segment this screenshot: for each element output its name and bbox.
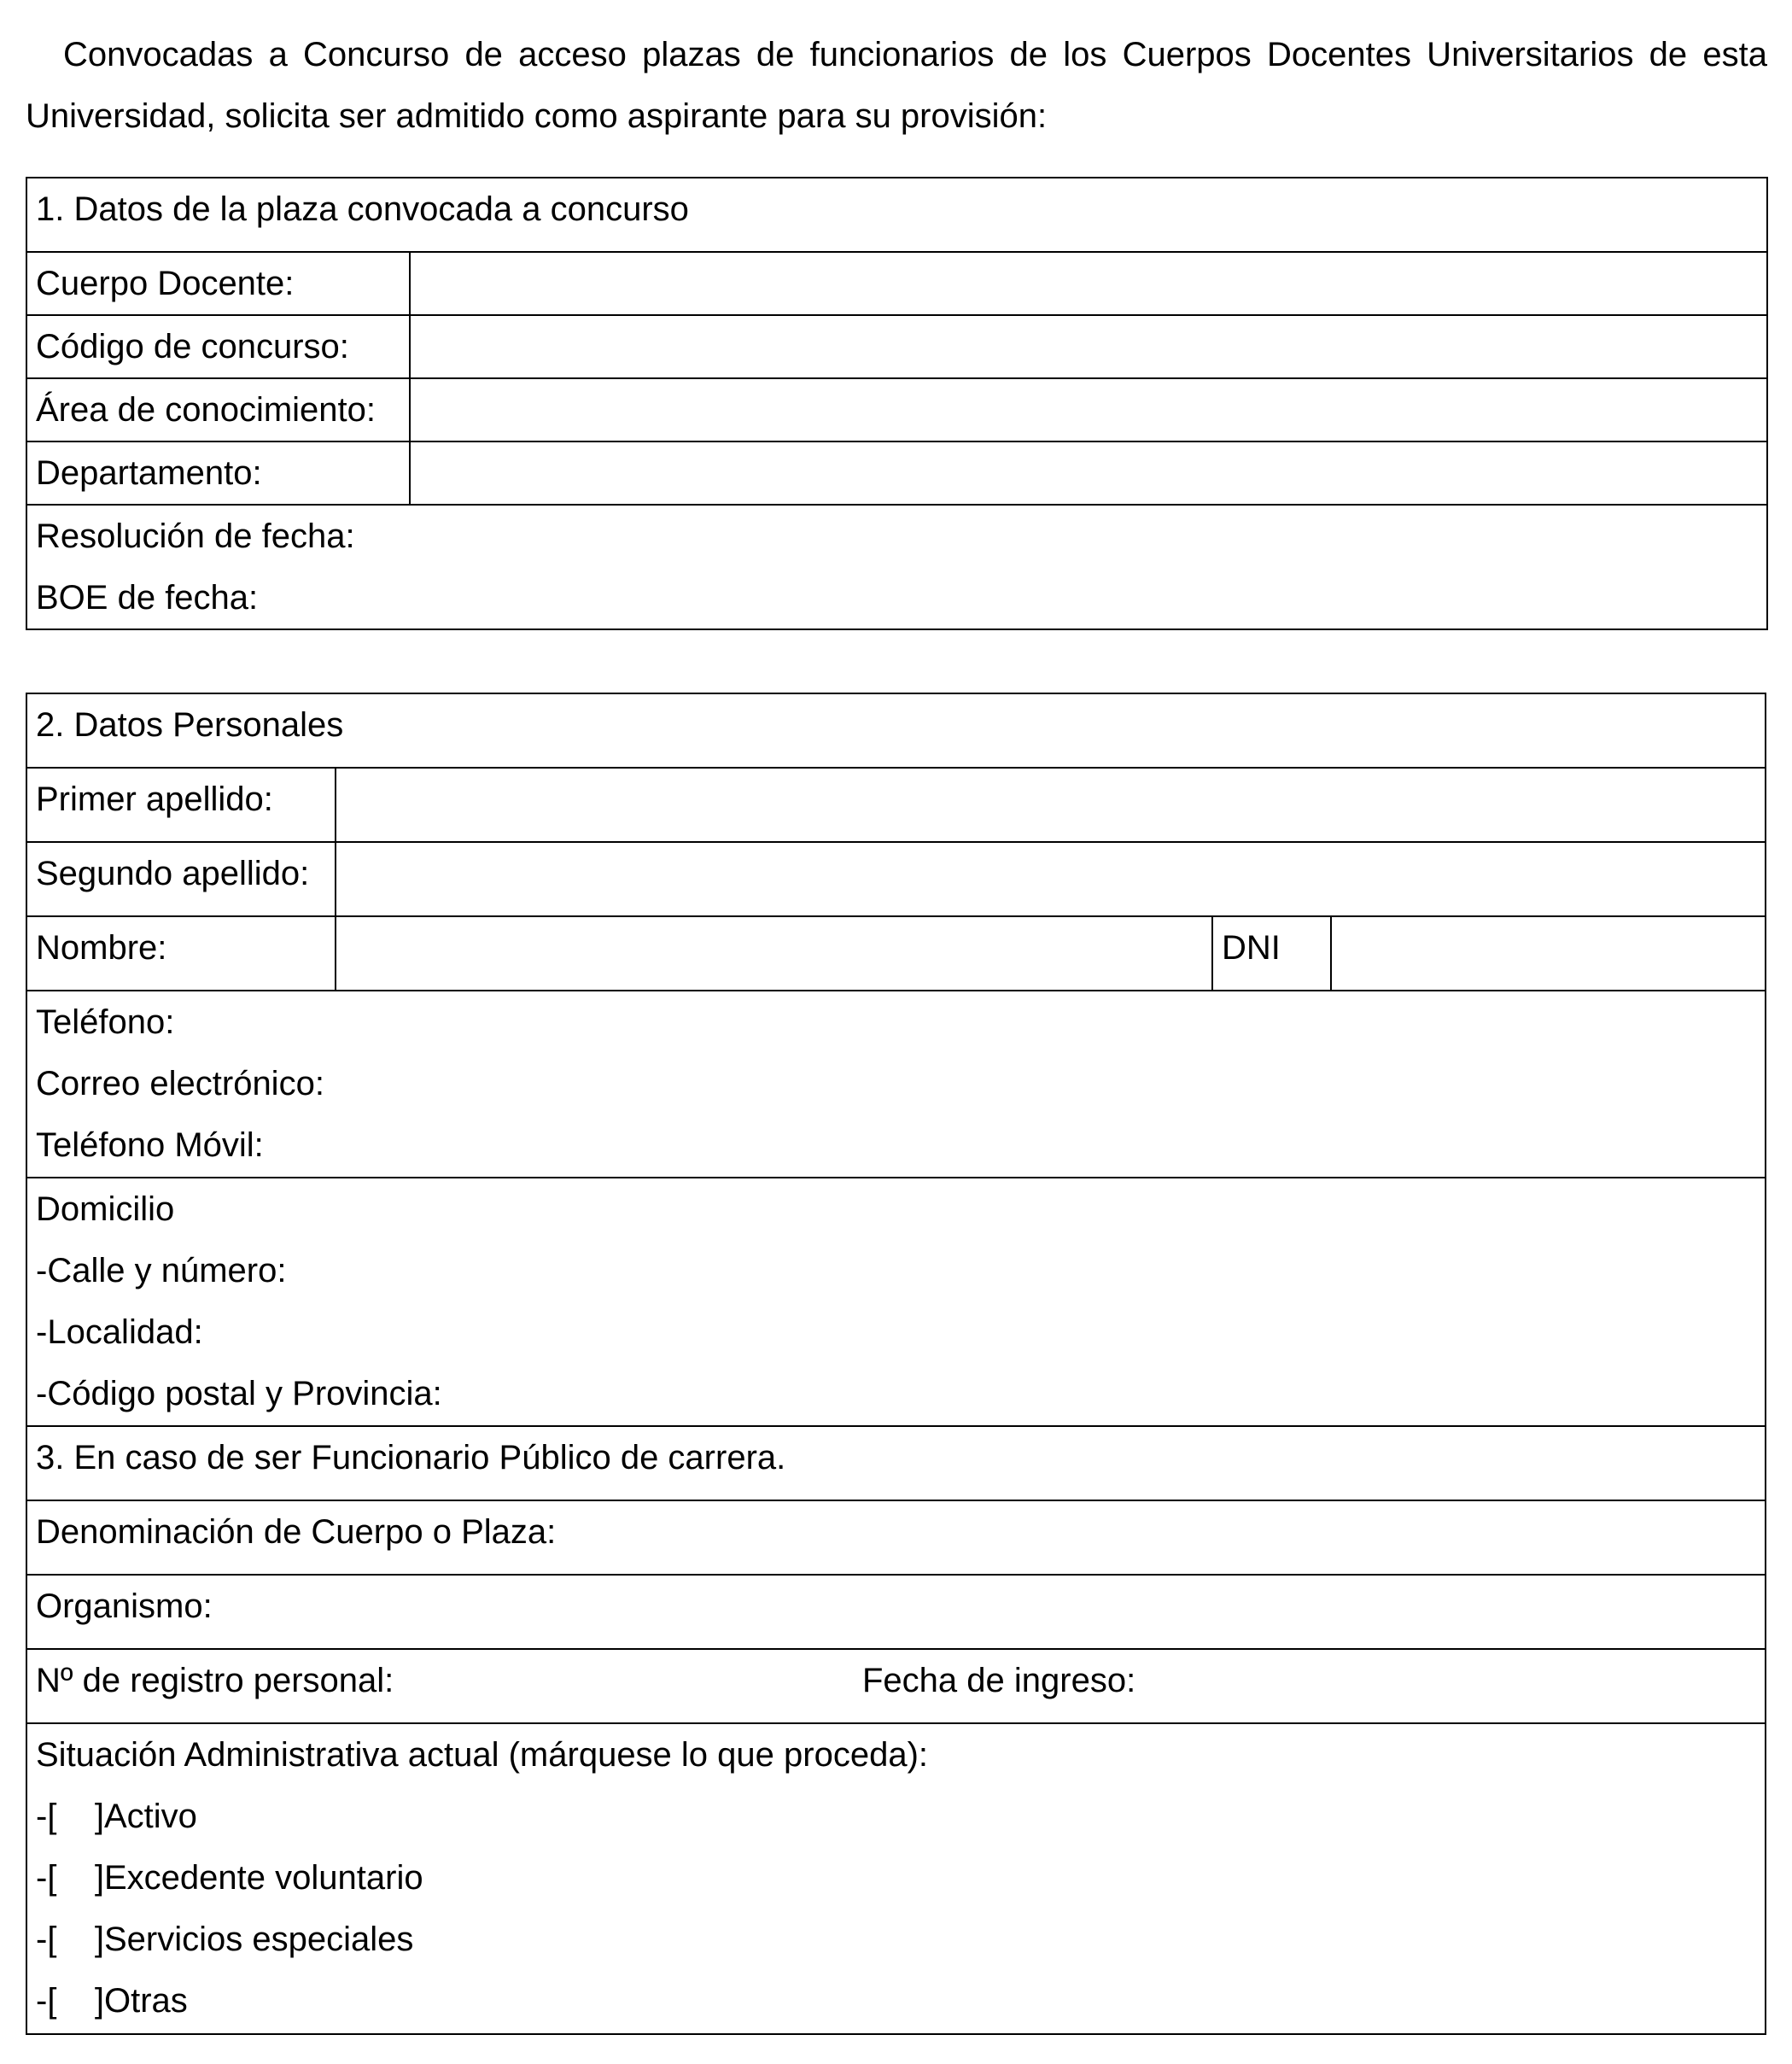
codigo-concurso-label: Código de concurso: bbox=[26, 315, 410, 378]
checkbox-bracket[interactable]: -[ ] bbox=[36, 1798, 104, 1835]
situacion-title: Situación Administrativa actual (márquese lo que proceda): bbox=[36, 1736, 928, 1774]
section3-title: 3. En caso de ser Funcionario Público de carrera. bbox=[26, 1426, 1766, 1500]
domicilio-heading: Domicilio bbox=[36, 1190, 175, 1228]
checkbox-bracket[interactable]: -[ ] bbox=[36, 1982, 104, 2020]
dni-label: DNI bbox=[1212, 916, 1331, 991]
telefono-label: Teléfono: bbox=[36, 1003, 175, 1041]
option-otras[interactable] bbox=[36, 1970, 1756, 2032]
option-label: Otras bbox=[104, 1982, 188, 2020]
option-label: Activo bbox=[104, 1798, 197, 1835]
checkbox-bracket[interactable]: -[ ] bbox=[36, 1921, 104, 1958]
telefono-movil-label: Teléfono Móvil: bbox=[36, 1126, 264, 1164]
organismo-cell[interactable]: Organismo: bbox=[26, 1575, 1766, 1649]
contact-cell[interactable] bbox=[26, 991, 1766, 1178]
nombre-field[interactable] bbox=[336, 916, 1212, 991]
correo-electronico-label: Correo electrónico: bbox=[36, 1065, 324, 1102]
primer-apellido-label: Primer apellido: bbox=[26, 768, 336, 842]
option-excedente-voluntario[interactable] bbox=[36, 1847, 1756, 1909]
resolucion-fecha-label: Resolución de fecha: bbox=[36, 517, 355, 555]
option-label: Excedente voluntario bbox=[104, 1859, 423, 1897]
primer-apellido-field[interactable] bbox=[336, 768, 1766, 842]
departamento-label: Departamento: bbox=[26, 441, 410, 505]
personal-data-table bbox=[26, 693, 1766, 2035]
calle-numero-label: -Calle y número: bbox=[36, 1252, 287, 1289]
area-conocimiento-field[interactable] bbox=[410, 378, 1767, 441]
area-conocimiento-label: Área de conocimiento: bbox=[26, 378, 410, 441]
fechas-cell[interactable] bbox=[26, 505, 1767, 629]
section1-title: 1. Datos de la plaza convocada a concurso bbox=[26, 178, 1767, 252]
dni-field[interactable] bbox=[1331, 916, 1766, 991]
section2-title: 2. Datos Personales bbox=[26, 693, 1766, 768]
cuerpo-docente-field[interactable] bbox=[410, 252, 1767, 315]
option-servicios-especiales[interactable] bbox=[36, 1909, 1756, 1970]
codigo-concurso-field[interactable] bbox=[410, 315, 1767, 378]
localidad-label: -Localidad: bbox=[36, 1313, 203, 1351]
nombre-label: Nombre: bbox=[26, 916, 336, 991]
boe-fecha-label: BOE de fecha: bbox=[36, 579, 259, 617]
option-activo[interactable] bbox=[36, 1786, 1756, 1847]
registro-fecha-cell[interactable] bbox=[26, 1649, 1766, 1723]
plaza-data-table bbox=[26, 177, 1768, 630]
codigo-postal-provincia-label: -Código postal y Provincia: bbox=[36, 1375, 442, 1412]
domicilio-cell[interactable] bbox=[26, 1178, 1766, 1426]
checkbox-bracket[interactable]: -[ ] bbox=[36, 1859, 104, 1897]
segundo-apellido-label: Segundo apellido: bbox=[26, 842, 336, 916]
fecha-ingreso-label: Fecha de ingreso: bbox=[862, 1662, 1136, 1699]
cuerpo-docente-label: Cuerpo Docente: bbox=[26, 252, 410, 315]
intro-paragraph: Convocadas a Concurso de acceso plazas de funcionarios de los Cuerpos Docentes Universitarios de esta Universidad, solicita ser admitido como aspirante para su provisión: bbox=[26, 36, 1767, 135]
segundo-apellido-field[interactable] bbox=[336, 842, 1766, 916]
situacion-cell bbox=[26, 1723, 1766, 2034]
denominacion-cuerpo-cell[interactable]: Denominación de Cuerpo o Plaza: bbox=[26, 1500, 1766, 1575]
option-label: Servicios especiales bbox=[104, 1921, 414, 1958]
departamento-field[interactable] bbox=[410, 441, 1767, 505]
registro-personal-label: Nº de registro personal: bbox=[36, 1662, 394, 1699]
